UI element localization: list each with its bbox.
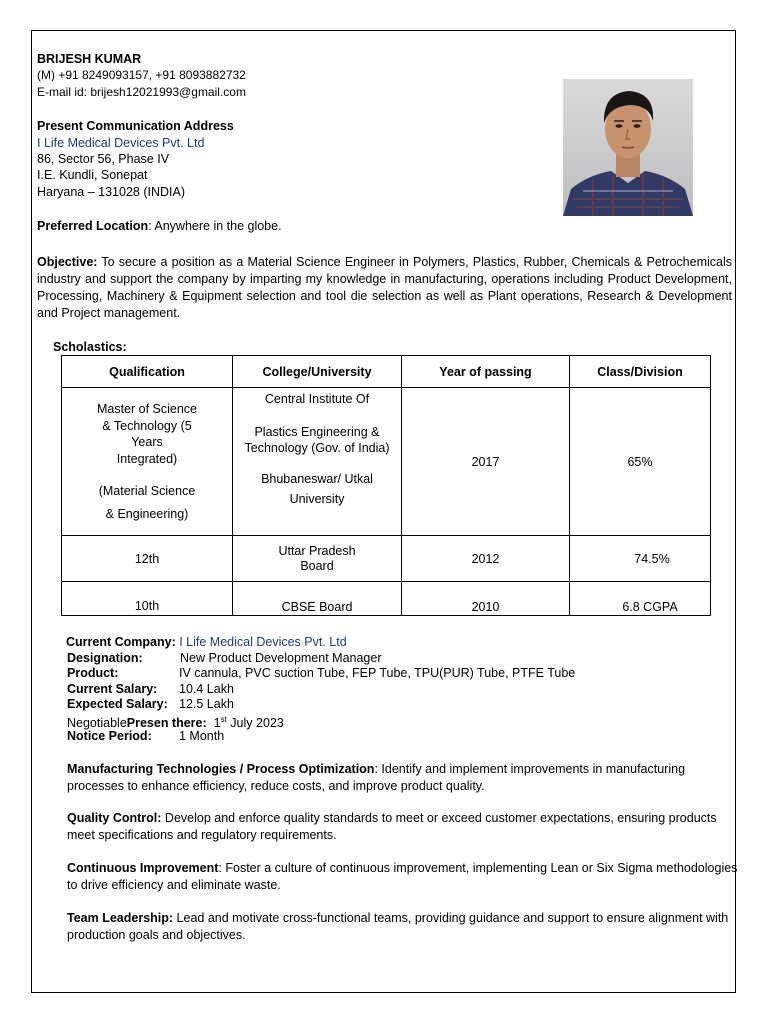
college-cell (233, 536, 402, 582)
objective-label: Objective: (37, 255, 98, 269)
mobile-numbers: (M) +91 8249093157, +91 8093882732 (37, 68, 246, 82)
skill-text: : Foster a culture of continuous improvement, implementing Lean or Six Sigma methodologies to drive efficiency and eliminate waste. (67, 861, 738, 892)
cell-line: Technology (Gov. of India) (244, 441, 390, 455)
qualification-cell: 10th (62, 582, 233, 616)
year-cell: 2010 (402, 582, 570, 616)
scholastics-table (61, 355, 711, 616)
email-line: E-mail id: brijesh12021993@gmail.com (37, 85, 246, 99)
current-salary-value: 10.4 Lakh (179, 682, 234, 696)
notice-period-value: 1 Month (179, 729, 225, 743)
table-row (62, 536, 711, 582)
cell-line: (Material Science (98, 484, 196, 498)
cell-line: & Technology (5 (102, 418, 192, 433)
cell-line: Uttar Pradesh (278, 543, 356, 558)
cell-line: Central Institute Of (264, 392, 370, 406)
current-company-line (66, 634, 347, 650)
current-company-label: Current Company: (66, 635, 176, 649)
column-header: Class/Division (570, 356, 711, 388)
present-day-suffix: st (220, 715, 227, 724)
designation-value: New Product Development Manager (180, 651, 382, 665)
product-label: Product: (67, 666, 119, 680)
preferred-location (37, 218, 282, 234)
product-value: IV cannula, PVC suction Tube, FEP Tube, TPU(PUR) Tube, PTFE Tube (179, 666, 576, 680)
cell-line: University (289, 492, 345, 506)
expected-salary-label: Expected Salary: (67, 697, 168, 711)
address-line-3: Haryana – 131028 (INDIA) (37, 185, 185, 199)
notice-period-label: Notice Period: (67, 729, 152, 743)
skill-label: Continuous Improvement (67, 861, 219, 875)
division-cell: 65% (570, 388, 711, 536)
cell-line: Board (300, 558, 334, 573)
candidate-name: BRIJESH KUMAR (37, 52, 142, 66)
division-cell: 74.5% (570, 536, 711, 582)
designation-label: Designation: (67, 651, 143, 665)
skill-label: Quality Control: (67, 811, 162, 825)
table-row (62, 582, 711, 616)
skill-text: Lead and motivate cross-functional teams, providing guidance and support to ensure alignment with production goals and objectives. (67, 911, 729, 942)
qualification-cell (62, 388, 233, 536)
cell-line: & Engineering) (105, 506, 189, 521)
current-salary-label: Current Salary: (67, 682, 158, 696)
cell-line: Plastics Engineering & (254, 424, 380, 439)
cell-line: Master of Science (96, 402, 198, 416)
year-cell: 2012 (402, 536, 570, 582)
skill-paragraph (67, 910, 739, 944)
address-heading: Present Communication Address (37, 119, 234, 133)
objective-paragraph (37, 254, 732, 322)
college-cell (233, 388, 402, 536)
skill-text: : Identify and implement improvements in manufacturing processes to enhance efficiency, reduce costs, and improve product quality. (67, 762, 686, 793)
preferred-location-value: : Anywhere in the globe. (148, 219, 282, 233)
address-line-2: I.E. Kundli, Sonepat (37, 168, 148, 182)
qualification-cell: 12th (62, 536, 233, 582)
cell-line: Integrated) (116, 451, 178, 466)
address-line-1: 86, Sector 56, Phase IV (37, 152, 170, 166)
address-company: I Life Medical Devices Pvt. Ltd (37, 136, 205, 150)
preferred-location-label: Preferred Location (37, 219, 149, 233)
skill-paragraph (67, 761, 739, 795)
column-header: Qualification (62, 356, 233, 388)
skill-text: Develop and enforce quality standards to meet or exceed customer expectations, ensuring products meet specifications and regulatory requirements. (67, 811, 717, 842)
profile-photo (563, 79, 693, 216)
scholastics-heading: Scholastics: (53, 340, 127, 354)
expected-salary-value: 12.5 Lakh (179, 697, 234, 711)
negotiable-text: Negotiable (67, 716, 127, 731)
present-day: 1 (213, 716, 221, 731)
college-cell: CBSE Board (233, 582, 402, 616)
current-company-value: I Life Medical Devices Pvt. Ltd (179, 635, 347, 649)
skill-label: Team Leadership: (67, 911, 174, 925)
present-month: July 2023 (226, 716, 284, 731)
column-header: Year of passing (402, 356, 570, 388)
year-cell: 2017 (402, 388, 570, 536)
cell-line: Bhubaneswar/ Utkal (261, 471, 373, 486)
present-there-label: Presen there: (126, 716, 207, 731)
objective-text: To secure a position as a Material Science Engineer in Polymers, Plastics, Rubber, Chemicals & Petrochemicals industry and support the company by imparting my knowledge in manufacturing, operations including Product Development, Processing, Machinery & Equipment selection and tool die selection as well as Plant operations, Research & Development and Project management. (37, 255, 732, 320)
skill-label: Manufacturing Technologies / Process Optimization (67, 762, 375, 776)
skill-paragraph (67, 860, 739, 894)
table-row (62, 388, 711, 536)
column-header: College/University (233, 356, 402, 388)
table-header-row (62, 356, 711, 388)
skill-paragraph (67, 810, 739, 844)
cell-line: Years (131, 435, 163, 449)
division-cell: 6.8 CGPA (570, 582, 711, 616)
